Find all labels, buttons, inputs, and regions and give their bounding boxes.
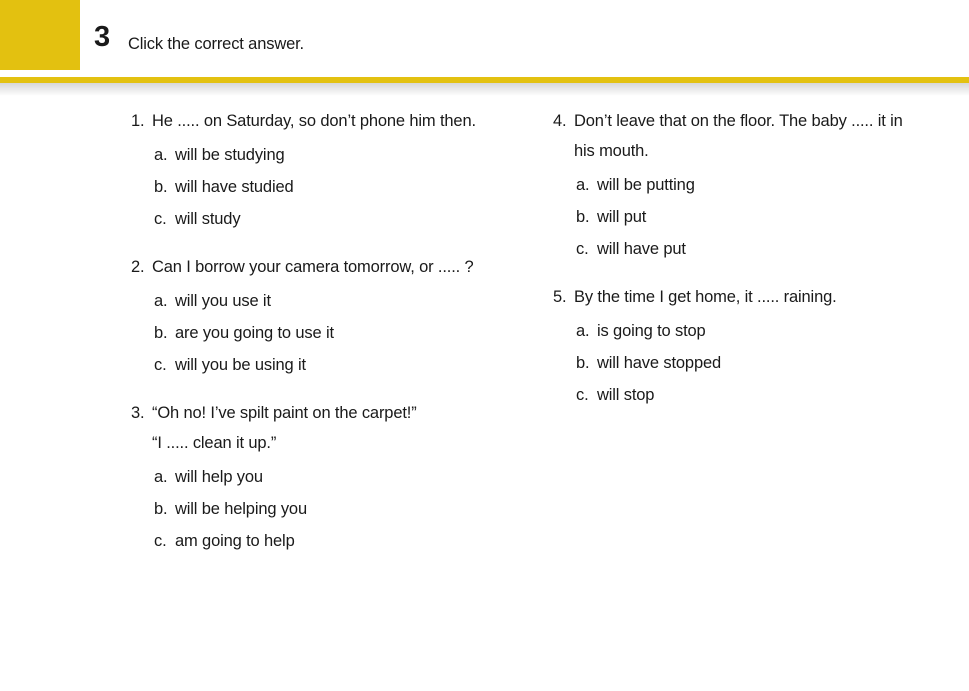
- option-text: will you be using it: [175, 356, 306, 374]
- option-2c[interactable]: [154, 349, 531, 381]
- option-letter: a.: [576, 176, 590, 194]
- question-line: By the time I get home, it ..... raining.: [574, 288, 837, 306]
- question-2: [131, 252, 531, 381]
- question-line: He ..... on Saturday, so don’t phone him then.: [152, 112, 476, 130]
- option-1c[interactable]: [154, 203, 531, 235]
- question-4: [553, 106, 953, 265]
- option-4c[interactable]: [576, 233, 953, 265]
- question-number: 3.: [131, 404, 145, 422]
- option-3b[interactable]: [154, 493, 531, 525]
- instruction-text: Click the correct answer.: [128, 35, 304, 53]
- divider-shadow: [0, 83, 969, 96]
- question-number: 2.: [131, 258, 145, 276]
- option-letter: a.: [154, 468, 168, 486]
- question-line: Don’t leave that on the floor. The baby ..... it in: [574, 112, 903, 130]
- question-text: [574, 106, 953, 166]
- option-2a[interactable]: [154, 285, 531, 317]
- option-text: will help you: [175, 468, 263, 486]
- question-3: [131, 398, 531, 557]
- option-letter: a.: [154, 146, 168, 164]
- option-3a[interactable]: [154, 461, 531, 493]
- option-text: will have stopped: [597, 354, 722, 372]
- question-5-options: [553, 315, 953, 411]
- question-line: “I ..... clean it up.”: [152, 434, 277, 452]
- question-4-options: [553, 169, 953, 265]
- option-5b[interactable]: [576, 347, 953, 379]
- right-column: [553, 106, 953, 411]
- option-letter: b.: [154, 178, 168, 196]
- question-line: Can I borrow your camera tomorrow, or ..... ?: [152, 258, 474, 276]
- option-letter: b.: [576, 354, 590, 372]
- option-letter: a.: [154, 292, 168, 310]
- option-3c[interactable]: [154, 525, 531, 557]
- question-number: 1.: [131, 112, 145, 130]
- option-4a[interactable]: [576, 169, 953, 201]
- option-letter: b.: [154, 500, 168, 518]
- question-3-options: [131, 461, 531, 557]
- question-text: [152, 398, 531, 458]
- option-text: will have put: [597, 240, 686, 258]
- option-letter: c.: [576, 386, 589, 404]
- question-1-options: [131, 139, 531, 235]
- option-1b[interactable]: [154, 171, 531, 203]
- option-text: will be putting: [597, 176, 695, 194]
- option-5a[interactable]: [576, 315, 953, 347]
- question-number: 5.: [553, 288, 567, 306]
- question-2-head: [131, 252, 531, 282]
- question-1-head: [131, 106, 531, 136]
- question-text: [152, 106, 531, 136]
- option-letter: a.: [576, 322, 590, 340]
- option-letter: b.: [154, 324, 168, 342]
- question-line: “Oh no! I’ve spilt paint on the carpet!”: [152, 404, 417, 422]
- question-number: 4.: [553, 112, 567, 130]
- option-4b[interactable]: [576, 201, 953, 233]
- option-letter: c.: [154, 356, 167, 374]
- option-text: am going to help: [175, 532, 295, 550]
- question-2-options: [131, 285, 531, 381]
- option-text: will be studying: [175, 146, 285, 164]
- left-column: [131, 106, 531, 557]
- option-letter: c.: [154, 532, 167, 550]
- question-line: his mouth.: [574, 142, 649, 160]
- question-text: [152, 252, 531, 282]
- question-5: [553, 282, 953, 411]
- option-text: will have studied: [175, 178, 294, 196]
- option-text: will put: [597, 208, 647, 226]
- option-1a[interactable]: [154, 139, 531, 171]
- option-text: will be helping you: [175, 500, 307, 518]
- option-text: will study: [175, 210, 241, 228]
- exercise-number: 3: [94, 21, 110, 53]
- question-4-head: [553, 106, 953, 166]
- option-letter: c.: [154, 210, 167, 228]
- question-5-head: [553, 282, 953, 312]
- option-text: will stop: [597, 386, 655, 404]
- accent-square: [0, 0, 80, 70]
- option-text: is going to stop: [597, 322, 706, 340]
- question-text: [574, 282, 953, 312]
- option-letter: b.: [576, 208, 590, 226]
- option-2b[interactable]: [154, 317, 531, 349]
- option-letter: c.: [576, 240, 589, 258]
- option-text: are you going to use it: [175, 324, 334, 342]
- question-1: [131, 106, 531, 235]
- question-3-head: [131, 398, 531, 458]
- option-5c[interactable]: [576, 379, 953, 411]
- option-text: will you use it: [175, 292, 271, 310]
